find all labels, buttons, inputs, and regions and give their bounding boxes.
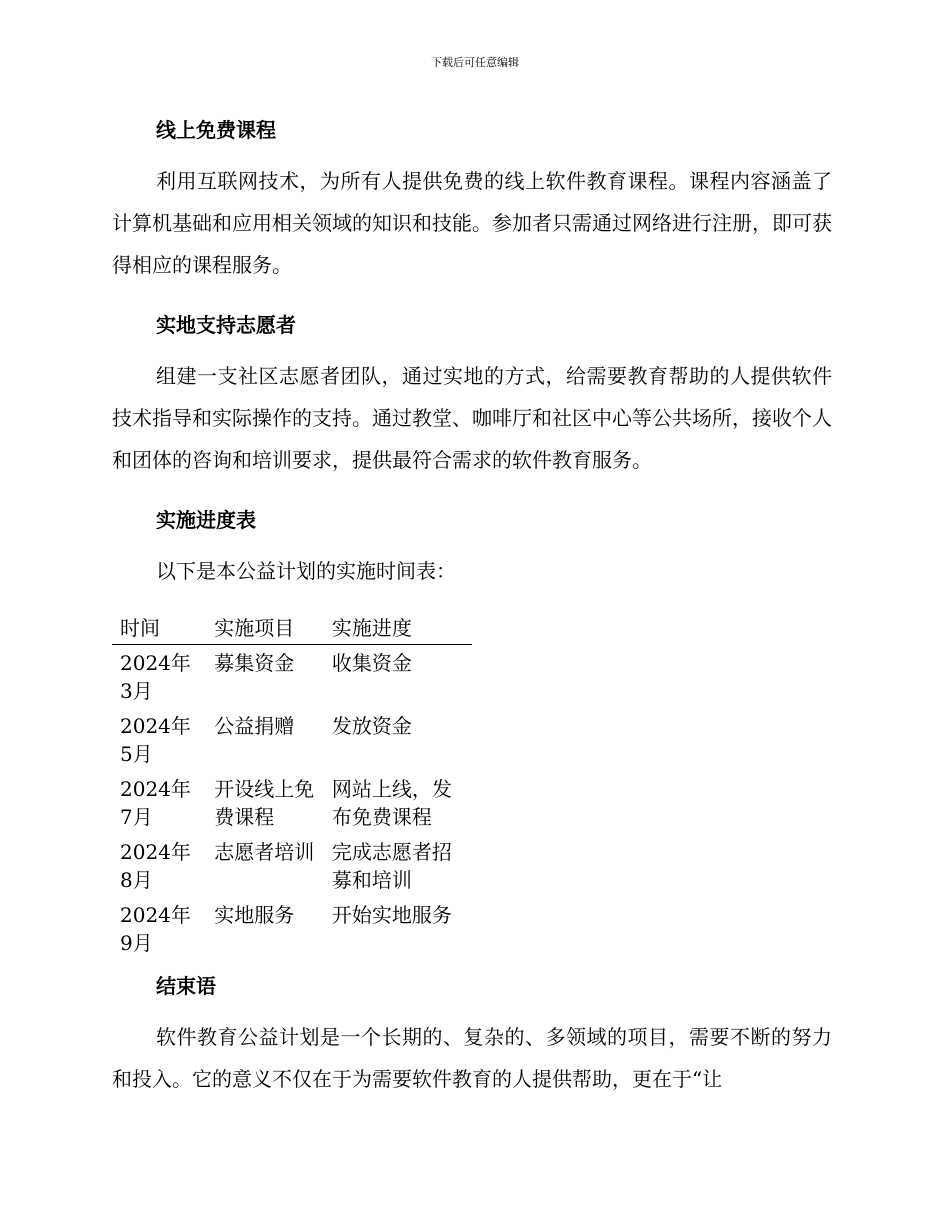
table-cell-time: 2024年9月: [120, 903, 191, 955]
table-row: [112, 708, 472, 771]
table-header-item: 实施项目: [206, 612, 324, 645]
table-cell-progress: 开始实地服务: [331, 903, 452, 927]
section-paragraph-conclusion: 软件教育公益计划是一个长期的、复杂的、多领域的项目，需要不断的努力和投入。它的意义不仅在于为需要软件教育的人提供帮助，更在于“让: [112, 1025, 832, 1091]
section-paragraph-schedule: 以下是本公益计划的实施时间表：: [156, 559, 456, 583]
table-header-time: 时间: [112, 612, 206, 645]
table-cell-progress: 网站上线，发布免费课程: [331, 777, 452, 829]
table-cell-item: 实地服务: [214, 903, 295, 927]
table-header-row: [112, 612, 472, 645]
table-cell-item: 公益捐赠: [214, 714, 295, 738]
table-cell-time: 2024年3月: [120, 651, 191, 703]
table-cell-time: 2024年5月: [120, 714, 191, 766]
table-cell-progress: 发放资金: [331, 714, 412, 738]
section-heading-conclusion: 结束语: [156, 974, 216, 998]
table-row: [112, 834, 472, 897]
section-heading-online-courses: 线上免费课程: [156, 118, 276, 142]
table-cell-progress: 收集资金: [331, 651, 412, 675]
table-row: [112, 897, 472, 960]
table-row: [112, 645, 472, 709]
table-cell-time: 2024年7月: [120, 777, 191, 829]
table-cell-item: 开设线上免费课程: [214, 777, 315, 829]
table-cell-progress: 完成志愿者招募和培训: [331, 840, 452, 892]
table-cell-item: 募集资金: [214, 651, 295, 675]
table-row: [112, 771, 472, 834]
section-heading-volunteers: 实地支持志愿者: [156, 313, 296, 337]
table-header-progress: 实施进度: [324, 612, 472, 645]
section-heading-schedule: 实施进度表: [156, 508, 256, 532]
schedule-table: [112, 612, 472, 960]
table-cell-time: 2024年8月: [120, 840, 191, 892]
section-paragraph-volunteers: 组建一支社区志愿者团队，通过实地的方式，给需要教育帮助的人提供软件技术指导和实际操作的支持。通过教堂、咖啡厅和社区中心等公共场所，接收个人和团体的咨询和培训要求，提供最符合需求的软件教育服务。: [112, 364, 832, 472]
page-header: 下载后可任意编辑: [431, 56, 519, 69]
section-paragraph-online-courses: 利用互联网技术，为所有人提供免费的线上软件教育课程。课程内容涵盖了计算机基础和应用相关领域的知识和技能。参加者只需通过网络进行注册，即可获得相应的课程服务。: [112, 169, 832, 277]
table-cell-item: 志愿者培训: [214, 840, 315, 864]
